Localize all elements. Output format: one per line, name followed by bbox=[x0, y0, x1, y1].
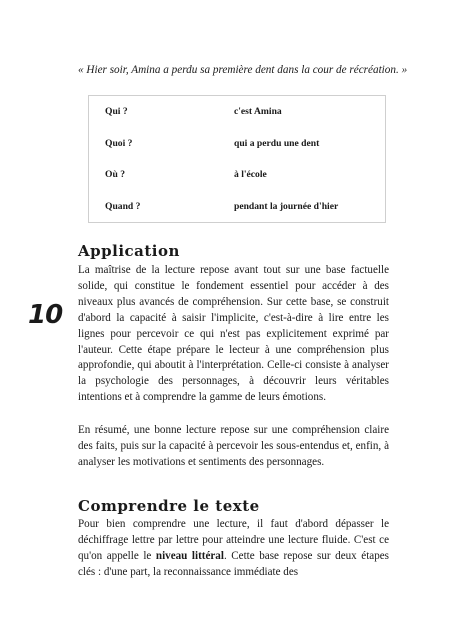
section-heading-comprendre: Comprendre le texte bbox=[78, 497, 260, 515]
quote-sentence: « Hier soir, Amina a perdu sa première dent dans la cour de récréation. » bbox=[78, 64, 408, 76]
table-row bbox=[89, 201, 385, 217]
answer-label: qui a perdu une dent bbox=[234, 138, 320, 149]
paragraph-application: La maîtrise de la lecture repose avant tout sur une base factuelle solide, qui constitue le fondement essentiel pour accéder à des niveaux plus avancés de compréhension. Sur cette base, se construit d'abord la capacité à saisir l'implicite, c'est-à-dire à lire entre les lignes pour percevoir ce qui n'est pas explicitement exprimé par l'auteur. Cette étape prépare le lecteur à une compréhension plus approfondie, qui aboutit à l'interprétation. Celle-ci consiste à analyser la psychologie des personnages, à découvrir leurs véritables intentions et à comprendre la gamme de leurs émotions. bbox=[78, 264, 389, 404]
paragraph-summary: En résumé, une bonne lecture repose sur une compréhension claire des faits, puis sur la capacité à percevoir les sous-entendus et, enfin, à analyser les motivations et sentiments des personnages. bbox=[78, 424, 389, 468]
page-number: 10 bbox=[28, 300, 63, 330]
table-row bbox=[89, 169, 385, 185]
table-row bbox=[89, 106, 385, 122]
answer-label: à l'école bbox=[234, 169, 267, 180]
question-label: Où ? bbox=[105, 169, 125, 180]
question-table bbox=[88, 95, 386, 223]
bold-term: niveau littéral bbox=[155, 549, 224, 562]
question-label: Qui ? bbox=[105, 106, 128, 117]
paragraph-text: . Cette base repose sur deux étapes clés : d'une part, la reconnaissance immédiate des bbox=[78, 549, 389, 578]
answer-label: pendant la journée d'hier bbox=[234, 201, 339, 212]
paragraph-text: Pour bien comprendre une lecture, il faut d'abord dépasser le déchiffrage lettre par lettre pour atteindre une lecture fluide. C'est ce qu'on appelle le bbox=[78, 518, 389, 562]
section-heading-application: Application bbox=[78, 242, 180, 260]
answer-label: c'est Amina bbox=[234, 106, 282, 117]
paragraph-comprendre bbox=[78, 517, 389, 581]
question-label: Quand ? bbox=[105, 201, 141, 212]
question-label: Quoi ? bbox=[105, 138, 133, 149]
table-row bbox=[89, 138, 385, 154]
